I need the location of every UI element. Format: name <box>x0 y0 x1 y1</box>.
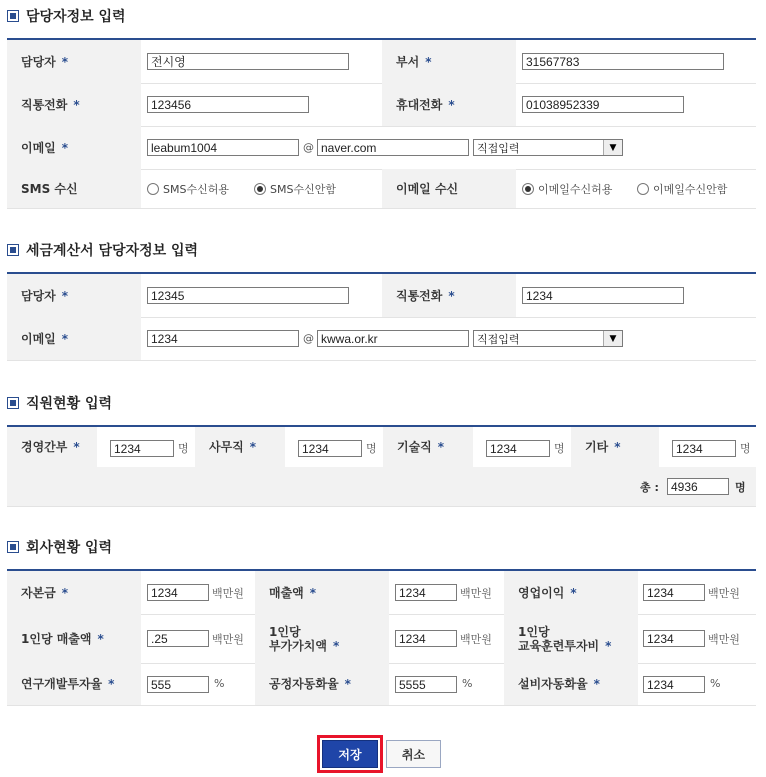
other-label: 기타 * <box>571 427 659 467</box>
tax-phone-label: 직통전화 * <box>382 274 516 317</box>
table-row <box>7 317 756 361</box>
radio-off-icon <box>147 183 159 195</box>
email-domain-input[interactable] <box>317 139 469 156</box>
unit-label: 명 <box>554 442 565 455</box>
other-input[interactable] <box>672 440 736 457</box>
sales-input[interactable] <box>395 584 457 601</box>
dept-input[interactable] <box>522 53 724 70</box>
rnd-label: 연구개발투자율 * <box>7 663 141 705</box>
at-sign: @ <box>303 141 314 154</box>
radio-on-icon <box>522 183 534 195</box>
unit-label: 백만원 <box>460 587 492 600</box>
mobile-label: 휴대전화 * <box>382 83 516 126</box>
facility-input[interactable] <box>643 676 705 693</box>
unit-label: 백만원 <box>708 633 740 646</box>
table-row <box>7 427 756 468</box>
email-deny-radio[interactable]: 이메일수신안함 <box>637 181 727 197</box>
manager-table <box>7 38 756 208</box>
table-row <box>7 467 756 507</box>
tax-phone-input[interactable] <box>522 287 684 304</box>
table-row <box>7 169 756 209</box>
unit-label: 명 <box>366 442 377 455</box>
per-sales-input[interactable] <box>147 630 209 647</box>
tax-name-label: 담당자 * <box>7 274 141 317</box>
per-value-added-label: 1인당 부가가치액 * <box>255 614 389 663</box>
section-title-staff <box>7 393 112 413</box>
mobile-input[interactable] <box>522 96 684 113</box>
select-value: 직접입력 <box>477 141 520 155</box>
technical-label: 기술직 * <box>383 427 473 467</box>
capital-input[interactable] <box>147 584 209 601</box>
email-id-input[interactable] <box>147 139 299 156</box>
table-row <box>7 571 756 615</box>
email-label: 이메일 * <box>7 126 141 169</box>
section-title-text: 회사현황 입력 <box>26 540 113 556</box>
unit-label: 백만원 <box>212 633 244 646</box>
table-row <box>7 83 756 127</box>
section-bullet-icon <box>7 541 19 553</box>
table-row <box>7 126 756 170</box>
section-title-text: 담당자정보 입력 <box>26 9 126 25</box>
table-row <box>7 40 756 84</box>
unit-label: 백만원 <box>460 633 492 646</box>
per-training-label: 1인당 교육훈련투자비 * <box>504 614 638 663</box>
office-label: 사무직 * <box>195 427 285 467</box>
manager-name-input[interactable] <box>147 53 349 70</box>
office-input[interactable] <box>298 440 362 457</box>
unit-label: 명 <box>178 442 189 455</box>
chevron-down-icon: ▼ <box>603 140 622 155</box>
facility-label: 설비자동화율 * <box>504 663 638 705</box>
table-row <box>7 614 756 664</box>
save-button[interactable]: 저장 <box>322 740 378 768</box>
email-domain-select[interactable] <box>473 139 623 156</box>
select-value: 직접입력 <box>477 332 520 346</box>
staff-table <box>7 425 756 506</box>
total-label: 총 : <box>640 481 659 494</box>
tax-email-label: 이메일 * <box>7 317 141 360</box>
radio-on-icon <box>254 183 266 195</box>
tax-email-domain-input[interactable] <box>317 330 469 347</box>
sms-allow-radio[interactable]: SMS수신허용 <box>147 181 229 197</box>
executive-label: 경영간부 * <box>7 427 97 467</box>
sms-deny-radio[interactable]: SMS수신안함 <box>254 181 336 197</box>
per-training-input[interactable] <box>643 630 705 647</box>
automation-label: 공정자동화율 * <box>255 663 389 705</box>
cancel-button[interactable]: 취소 <box>386 740 441 768</box>
table-row <box>7 663 756 706</box>
tax-email-id-input[interactable] <box>147 330 299 347</box>
tax-email-domain-select[interactable] <box>473 330 623 347</box>
unit-label: 백만원 <box>212 587 244 600</box>
automation-input[interactable] <box>395 676 457 693</box>
section-title-text: 직원현황 입력 <box>26 396 113 412</box>
email-allow-radio[interactable]: 이메일수신허용 <box>522 181 612 197</box>
executive-input[interactable] <box>110 440 174 457</box>
section-title-tax <box>7 240 198 260</box>
per-sales-label: 1인당 매출액 * <box>7 614 141 663</box>
section-title-company <box>7 537 112 557</box>
table-row <box>7 274 756 318</box>
section-bullet-icon <box>7 244 19 256</box>
direct-phone-label: 직통전화 * <box>7 83 141 126</box>
total-input[interactable] <box>667 478 729 495</box>
unit-label: % <box>214 677 225 690</box>
section-title-manager <box>7 6 126 26</box>
direct-phone-input[interactable] <box>147 96 309 113</box>
unit-label: % <box>710 677 721 690</box>
at-sign: @ <box>303 332 314 345</box>
unit-label: % <box>462 677 473 690</box>
chevron-down-icon: ▼ <box>603 331 622 346</box>
tax-name-input[interactable] <box>147 287 349 304</box>
capital-label: 자본금 * <box>7 571 141 614</box>
unit-label: 백만원 <box>708 587 740 600</box>
tax-table <box>7 272 756 360</box>
sms-label: SMS 수신 <box>7 169 141 208</box>
technical-input[interactable] <box>486 440 550 457</box>
section-bullet-icon <box>7 10 19 22</box>
company-table <box>7 569 756 705</box>
unit-label: 명 <box>735 481 746 494</box>
rnd-input[interactable] <box>147 676 209 693</box>
name-label: 담당자 * <box>7 40 141 83</box>
per-value-added-input[interactable] <box>395 630 457 647</box>
section-bullet-icon <box>7 397 19 409</box>
radio-off-icon <box>637 183 649 195</box>
dept-label: 부서 * <box>382 40 516 83</box>
op-profit-input[interactable] <box>643 584 705 601</box>
section-title-text: 세금계산서 담당자정보 입력 <box>26 243 199 259</box>
unit-label: 명 <box>740 442 751 455</box>
sales-label: 매출액 * <box>255 571 389 614</box>
email-recv-label: 이메일 수신 <box>382 169 516 208</box>
op-profit-label: 영업이익 * <box>504 571 638 614</box>
